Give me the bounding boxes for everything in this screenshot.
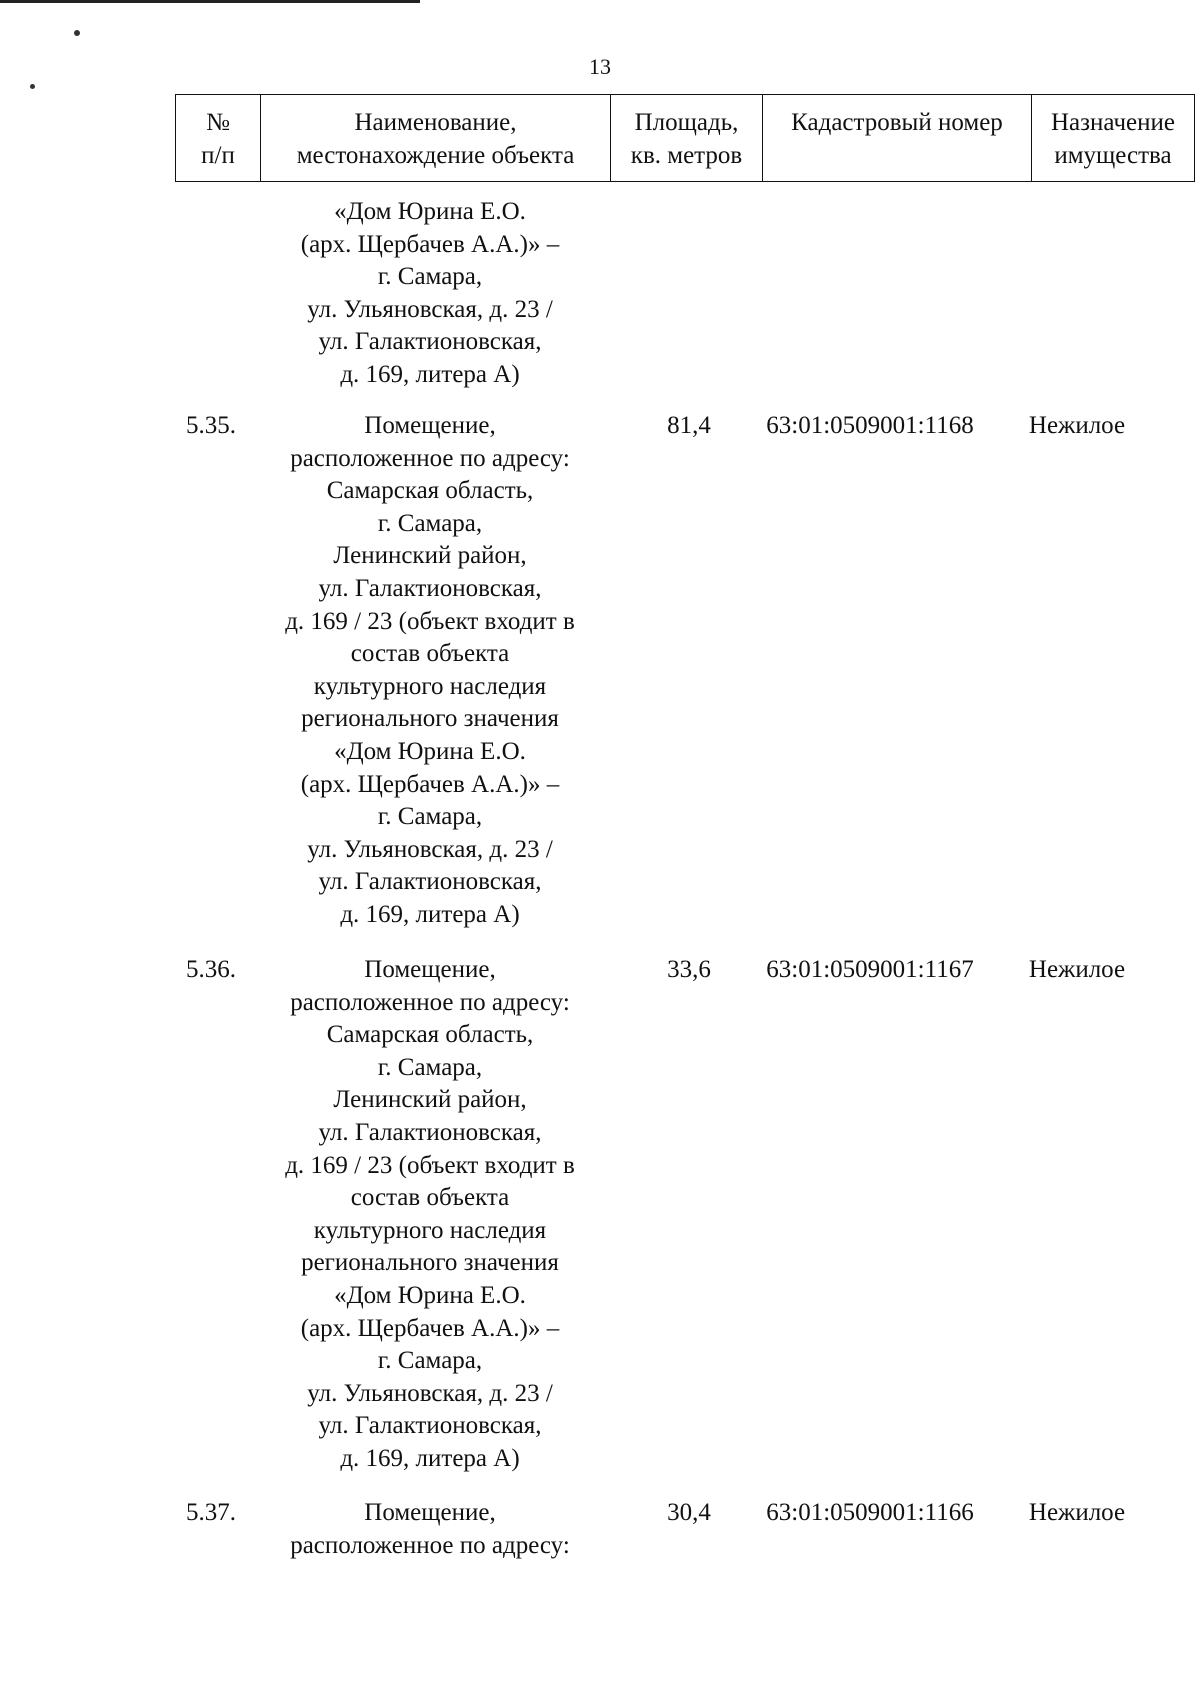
row-name-line: д. 169 / 23 (объект входит в <box>285 607 575 635</box>
row-name-line: расположенное по адресу: <box>290 1531 570 1559</box>
row-purpose: Нежилое <box>1028 956 1126 983</box>
row-cadastral-number: 63:01:0509001:1167 <box>766 956 974 983</box>
header-num-line-2: п/п <box>201 142 235 169</box>
header-name-line-2: местонахождение объекта <box>296 142 575 169</box>
row-name-line: расположенное по адресу: <box>290 988 570 1016</box>
header-area-line-2: кв. метров <box>630 142 743 169</box>
header-purpose-line-1: Назначение <box>1050 109 1176 136</box>
row-name-line: г. Самара, <box>377 803 483 831</box>
row-name-line: Помещение, <box>364 412 496 439</box>
row-name-line: ул. Ульяновская, д. 23 / <box>307 1379 553 1407</box>
continuation-line: «Дом Юрина Е.О. <box>334 198 526 225</box>
row-name-line: г. Самара, <box>377 1347 483 1375</box>
continuation-line: д. 169, литера А) <box>340 360 520 388</box>
row-name-line: состав объекта <box>350 1184 510 1212</box>
page-number: 13 <box>589 54 611 79</box>
row-name <box>233 954 627 1476</box>
row-purpose: Нежилое <box>1028 1499 1126 1526</box>
row-name-line: д. 169, литера А) <box>340 900 520 928</box>
row-name-line: Помещение, <box>364 1499 496 1526</box>
header-row <box>176 95 1195 182</box>
continuation-line: (арх. Щербачев А.А.)» – <box>300 230 560 258</box>
row-number: 5.37. <box>186 1499 236 1526</box>
continuation-line: г. Самара, <box>377 263 483 291</box>
continuation-line: ул. Ульяновская, д. 23 / <box>307 295 553 323</box>
row-purpose: Нежилое <box>1028 412 1126 439</box>
row-name <box>233 1497 627 1562</box>
header-num <box>176 95 261 182</box>
row-name-line: (арх. Щербачев А.А.)» – <box>300 770 560 798</box>
row-number: 5.36. <box>186 956 236 983</box>
row-name-line: культурного наследия <box>313 672 547 700</box>
row-name-line: (арх. Щербачев А.А.)» – <box>300 1314 560 1342</box>
header-purpose <box>1032 95 1195 182</box>
header-name-line-1: Наименование, <box>354 109 517 136</box>
row-name-line: культурного наследия <box>313 1216 547 1244</box>
row-name-line: расположенное по адресу: <box>290 444 570 472</box>
row-name-line: Ленинский район, <box>333 542 527 570</box>
header-name <box>261 95 611 182</box>
row-name-line: Помещение, <box>364 956 496 983</box>
header-area-line-1: Площадь, <box>634 109 739 136</box>
row-area: 81,4 <box>667 412 711 439</box>
scan-edge-line <box>0 0 420 3</box>
row-area: 30,4 <box>667 1499 711 1526</box>
row-name-line: ул. Галактионовская, <box>318 1412 542 1440</box>
header-cadastral-line-1: Кадастровый номер <box>791 109 1003 136</box>
row-name-line: г. Самара, <box>377 509 483 537</box>
scan-speck <box>74 30 80 36</box>
scan-speck <box>30 84 35 89</box>
row-name-line: ул. Ульяновская, д. 23 / <box>307 835 553 863</box>
row-number: 5.35. <box>186 412 236 439</box>
previous-entry-continuation <box>233 196 627 392</box>
row-cadastral-number: 63:01:0509001:1168 <box>766 412 974 439</box>
row-name-line: регионального значения <box>301 1249 559 1277</box>
row-name-line: «Дом Юрина Е.О. <box>334 1281 526 1309</box>
row-name-line: г. Самара, <box>377 1053 483 1081</box>
header-cadastral <box>763 95 1032 182</box>
row-name-line: Самарская область, <box>326 1021 534 1049</box>
row-name-line: состав объекта <box>350 640 510 668</box>
row-name-line: ул. Галактионовская, <box>318 1118 542 1146</box>
header-area <box>611 95 763 182</box>
header-purpose-line-2: имущества <box>1054 142 1172 169</box>
continuation-line: ул. Галактионовская, <box>318 328 542 356</box>
row-name-line: регионального значения <box>301 705 559 733</box>
row-name-line: ул. Галактионовская, <box>318 868 542 896</box>
row-name-line: д. 169 / 23 (объект входит в <box>285 1151 575 1179</box>
property-table-header <box>175 94 1195 182</box>
row-area: 33,6 <box>667 956 711 983</box>
row-name-line: ул. Галактионовская, <box>318 574 542 602</box>
header-num-line-1: № <box>206 109 230 136</box>
row-name <box>233 410 627 932</box>
row-name-line: д. 169, литера А) <box>340 1444 520 1472</box>
row-name-line: «Дом Юрина Е.О. <box>334 737 526 765</box>
row-cadastral-number: 63:01:0509001:1166 <box>766 1499 974 1526</box>
row-name-line: Ленинский район, <box>333 1086 527 1114</box>
row-name-line: Самарская область, <box>326 477 534 505</box>
